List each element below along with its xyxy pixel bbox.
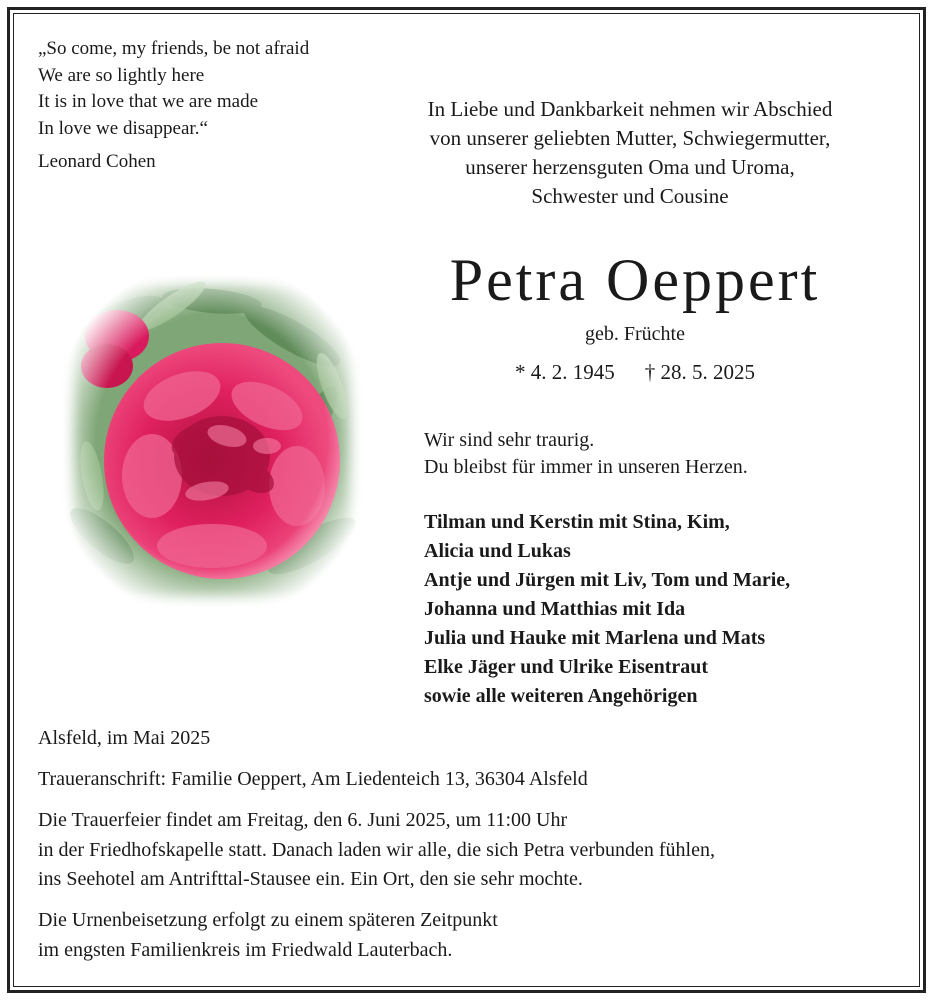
- quote-block: [38, 36, 309, 142]
- family-line: Johanna und Matthias mit Ida: [424, 598, 686, 620]
- mourning-address: Traueranschrift: Familie Oeppert, Am Liedenteich 13, 36304 Alsfeld: [38, 768, 588, 790]
- ceremony-line: in der Friedhofskapelle statt. Danach laden wir alle, die sich Petra verbunden fühlen,: [38, 838, 715, 861]
- quote-line: „So come, my friends, be not afraid: [38, 38, 310, 59]
- family-line: Tilman und Kerstin mit Stina, Kim,: [424, 511, 730, 533]
- intro-line: In Liebe und Dankbarkeit nehmen wir Abschied: [427, 97, 833, 121]
- quote-line: We are so lightly here: [38, 64, 205, 86]
- condolence-text: [424, 427, 748, 481]
- urn-burial-info: [38, 906, 498, 965]
- birth-date: * 4. 2. 1945: [515, 360, 615, 384]
- ceremony-line: Die Trauerfeier findet am Freitag, den 6. Juni 2025, um 11:00 Uhr: [38, 809, 568, 831]
- quote-author: Leonard Cohen: [38, 151, 156, 172]
- intro-line: von unserer geliebten Mutter, Schwiegermutter,: [429, 126, 831, 150]
- deceased-name: Petra Oeppert: [449, 247, 821, 313]
- ceremony-line: ins Seehotel am Antrifttal-Stausee ein. Ein Ort, den sie sehr mochte.: [38, 868, 583, 890]
- family-line: sowie alle weiteren Angehörigen: [424, 685, 698, 707]
- intro-line: Schwester und Cousine: [531, 184, 729, 208]
- urn-line: Die Urnenbeisetzung erfolgt zu einem späteren Zeitpunkt: [38, 909, 498, 931]
- condolence-line: Wir sind sehr traurig.: [424, 429, 595, 451]
- peony-flower-icon: [62, 276, 362, 606]
- quote-line: In love we disappear.“: [38, 117, 208, 139]
- intro-line: unserer herzensguten Oma und Uroma,: [465, 155, 795, 179]
- quote-line: It is in love that we are made: [38, 91, 259, 112]
- family-line: Antje und Jürgen mit Liv, Tom und Marie,: [424, 569, 791, 591]
- urn-line: im engsten Familienkreis im Friedwald Lauterbach.: [38, 938, 453, 961]
- family-list: [424, 508, 790, 711]
- family-line: Alicia und Lukas: [424, 540, 571, 562]
- maiden-name: geb. Früchte: [585, 323, 685, 345]
- condolence-line: Du bleibst für immer in unseren Herzen.: [424, 456, 748, 478]
- family-line: Julia und Hauke mit Marlena und Mats: [424, 627, 766, 649]
- ceremony-info: [38, 806, 715, 895]
- place-date: Alsfeld, im Mai 2025: [38, 727, 211, 749]
- family-line: Elke Jäger und Ulrike Eisentraut: [424, 656, 709, 678]
- intro-text: [380, 95, 880, 211]
- death-date: † 28. 5. 2025: [644, 360, 755, 384]
- life-dates: [380, 360, 890, 385]
